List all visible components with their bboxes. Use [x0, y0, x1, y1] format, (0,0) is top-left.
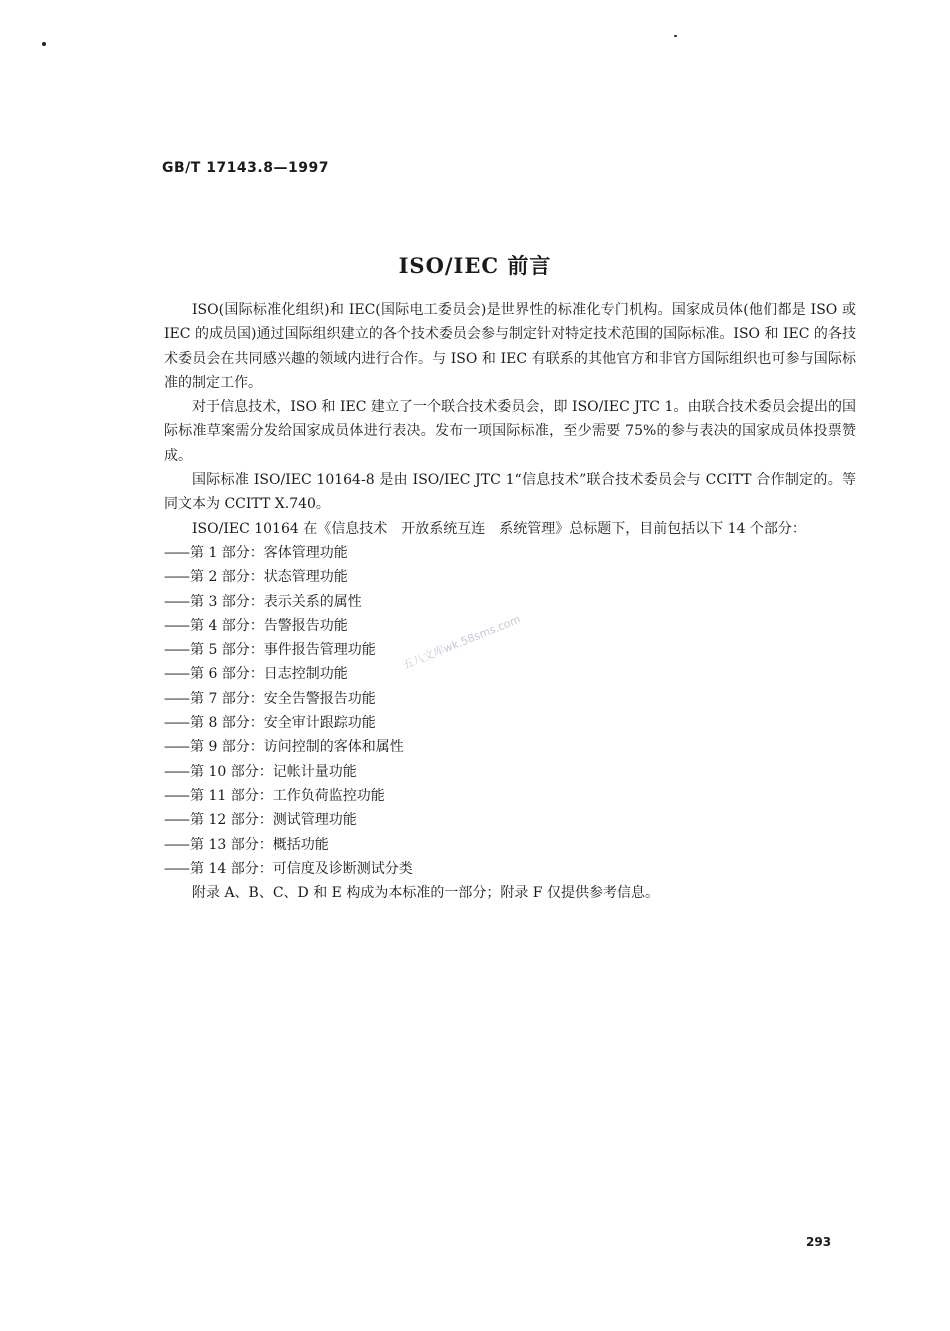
page-title: ISO/IEC 前言: [398, 253, 552, 278]
paragraph: ISO/IEC 10164 在《信息技术 开放系统互连 系统管理》总标题下，目前包括以下 14 个部分：: [192, 520, 806, 537]
list-item: —— 第 10 部分：记帐计量功能: [164, 760, 856, 784]
list-item: —— 第 2 部分：状态管理功能: [164, 565, 856, 589]
list-item: —— 第 12 部分：测试管理功能: [164, 808, 856, 832]
document-body: [164, 298, 856, 905]
standard-number: GB/T 17143.8—1997: [162, 160, 329, 176]
list-item: —— 第 11 部分：工作负荷监控功能: [164, 784, 856, 808]
paragraph: ISO(国际标准化组织)和 IEC(国际电工委员会)是世界性的标准化专门机构。国家成员体(他们都是 ISO 或 IEC 的成员国)通过国际组织建立的各个技术委员会参与制定针对特定技术范围的国际标准。ISO 和 IEC 的各技术委员会在共同感兴趣的领域内进行合作。与 ISO 和 IEC 有联系的其他官方和非官方国际组织也可参与国际标准的制定工作。: [164, 302, 856, 391]
list-item: —— 第 13 部分：概括功能: [164, 833, 856, 857]
list-item: —— 第 8 部分：安全审计跟踪功能: [164, 711, 856, 735]
list-item: —— 第 3 部分：表示关系的属性: [164, 590, 856, 614]
watermark: 五八文库wk.58sms.com: [400, 612, 523, 672]
list-item: —— 第 1 部分：客体管理功能: [164, 541, 856, 565]
scan-speck: [42, 42, 46, 46]
paragraph: 国际标准 ISO/IEC 10164-8 是由 ISO/IEC JTC 1“信息技术”联合技术委员会与 CCITT 合作制定的。等同文本为 CCITT X.740。: [164, 472, 856, 513]
page-number: 293: [806, 1235, 832, 1249]
list-item: —— 第 14 部分：可信度及诊断测试分类: [164, 857, 856, 881]
list-item: —— 第 9 部分：访问控制的客体和属性: [164, 735, 856, 759]
scan-speck: [674, 35, 677, 37]
list-item: —— 第 4 部分：告警报告功能: [164, 614, 856, 638]
list-item: —— 第 7 部分：安全告警报告功能: [164, 687, 856, 711]
paragraph: 对于信息技术，ISO 和 IEC 建立了一个联合技术委员会，即 ISO/IEC JTC 1。由联合技术委员会提出的国际标准草案需分发给国家成员体进行表决。发布一项国际标准，至少需要 75%的参与表决的国家成员体投票赞成。: [164, 399, 856, 464]
list-item: —— 第 5 部分：事件报告管理功能: [164, 638, 856, 662]
parts-list: [164, 541, 856, 881]
list-item: —— 第 6 部分：日志控制功能: [164, 662, 856, 686]
closing-paragraph: 附录 A、B、C、D 和 E 构成为本标准的一部分；附录 F 仅提供参考信息。: [192, 885, 659, 902]
